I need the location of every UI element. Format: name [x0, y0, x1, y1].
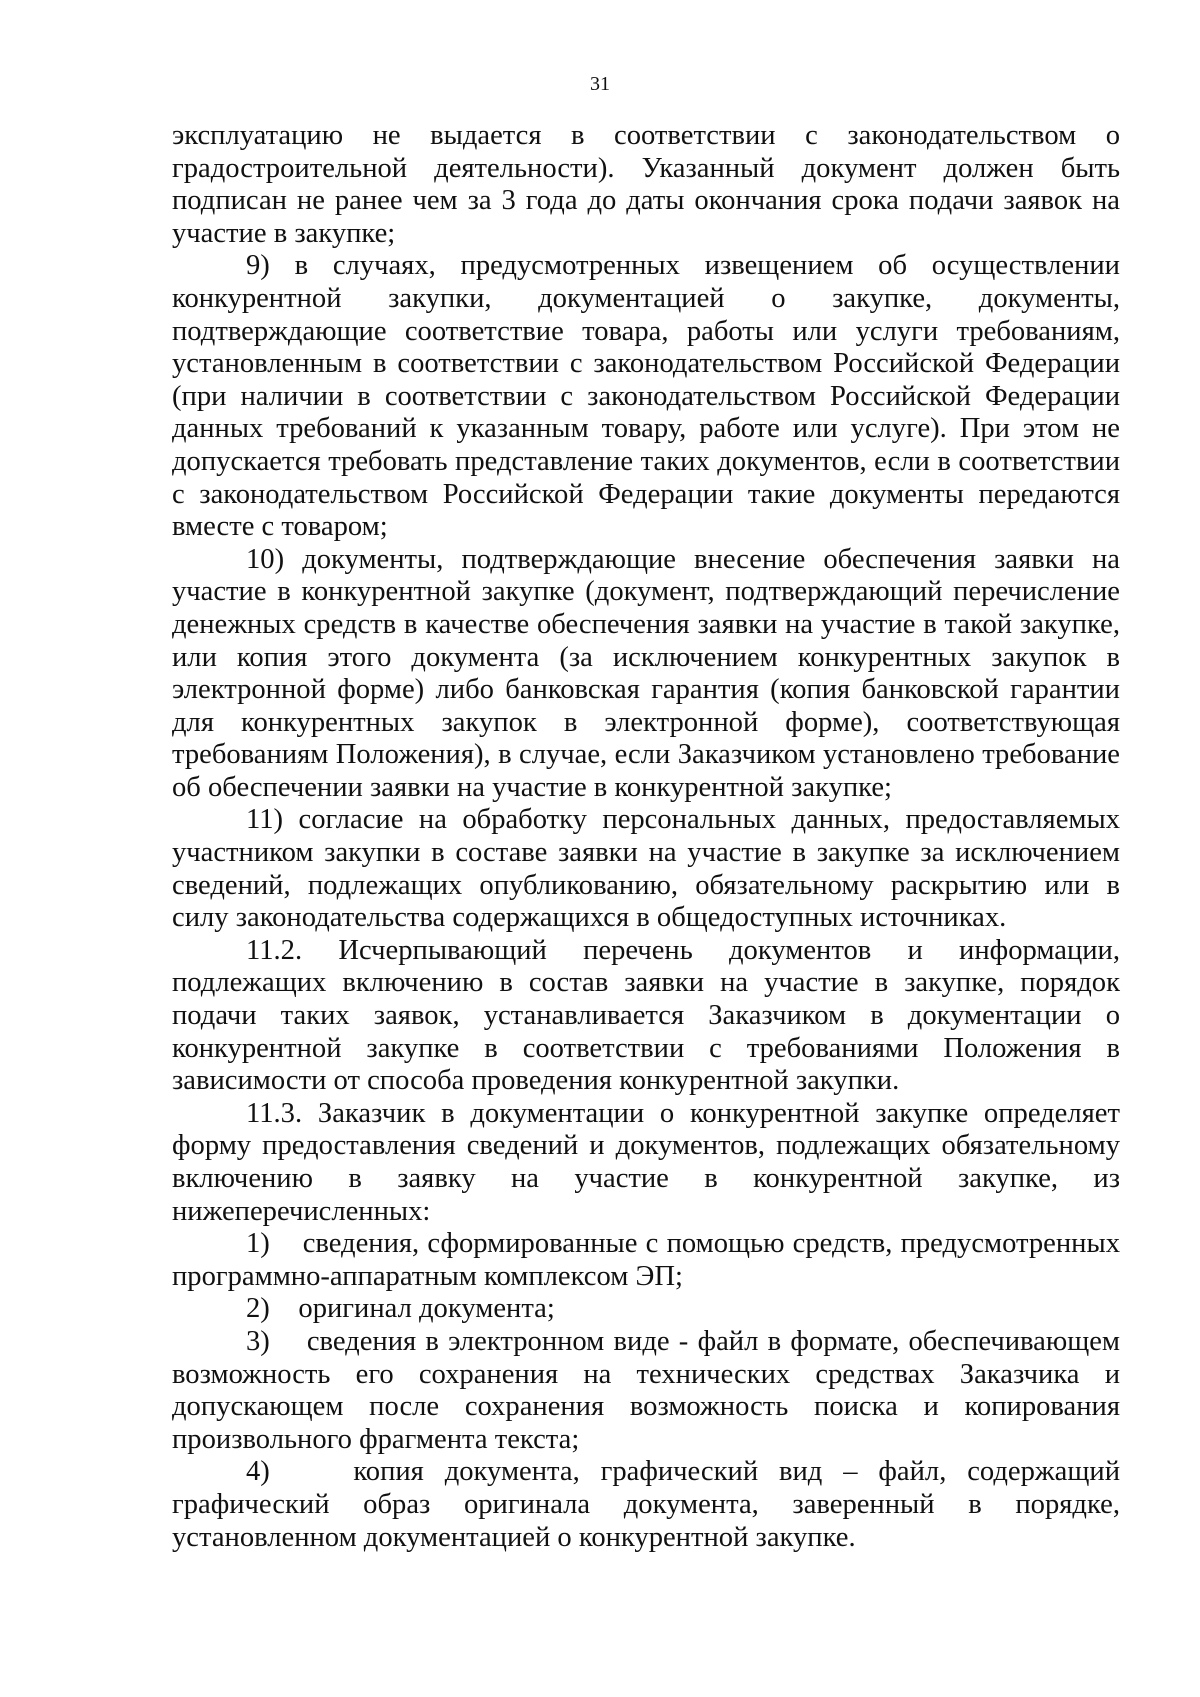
paragraph-cont-8: эксплуатацию не выдается в соответствии с законодательством о градостроительной деятельности). Указанный документ должен быть подписан не ранее чем за 3 года до даты окончания срока подачи заявок на участие в закупке;	[172, 120, 1120, 249]
paragraph-item-11: 11) согласие на обработку персональных данных, предоставляемых участником закупки в составе заявки на участие в закупке за исключением сведений, подлежащих опубликованию, обязательному раскрытию или в силу законодательства содержащихся в общедоступных источниках.	[172, 804, 1120, 934]
document-body	[172, 120, 1120, 1554]
paragraph-item-10: 10) документы, подтверждающие внесение обеспечения заявки на участие в конкурентной закупке (документ, подтверждающий перечисление денежных средств в качестве обеспечения заявки на участие в такой закупке, или копия этого документа (за исключением конкурентных закупок в электронной форме) либо банковская гарантия (копия банковской гарантии для конкурентных закупок в электронной форме), соответствующая требованиям Положения), в случае, если Заказчиком установлено требование об обеспечении заявки на участие в конкурентной закупке;	[172, 543, 1120, 803]
paragraph-form-2: 2) оригинал документа;	[246, 1293, 555, 1325]
paragraph-clause-11-3: 11.3. Заказчик в документации о конкурентной закупке определяет форму предоставления сведений и документов, подлежащих обязательному включению в заявку на участие в конкурентной закупке, из нижеперечисленных:	[172, 1097, 1120, 1227]
paragraph-clause-11-2: 11.2. Исчерпывающий перечень документов и информации, подлежащих включению в состав заявки на участие в закупке, порядок подачи таких заявок, устанавливается Заказчиком в документации о конкурентной закупке в соответствии с требованиями Положения в зависимости от способа проведения конкурентной закупки.	[172, 934, 1120, 1097]
paragraph-form-3: 3) сведения в электронном виде - файл в формате, обеспечивающем возможность его сохранения на технических средствах Заказчика и допускающем после сохранения возможность поиска и копирования произвольного фрагмента текста;	[172, 1325, 1120, 1455]
paragraph-form-1: 1) сведения, сформированные с помощью средств, предусмотренных программно-аппаратным комплексом ЭП;	[172, 1228, 1120, 1292]
paragraph-item-9: 9) в случаях, предусмотренных извещением об осуществлении конкурентной закупки, документацией о закупке, документы, подтверждающие соответствие товара, работы или услуги требованиям, установленным в соответствии с законодательством Российской Федерации (при наличии в соответствии с законодательством Российской Федерации данных требований к указанным товару, работе или услуге). При этом не допускается требовать представление таких документов, если в соответствии с законодательством Российской Федерации такие документы передаются вместе с товаром;	[172, 250, 1120, 543]
paragraph-form-4: 4) копия документа, графический вид – файл, содержащий графический образ оригинала документа, заверенный в порядке, установленном документацией о конкурентной закупке.	[172, 1456, 1120, 1553]
page-number: 31	[590, 73, 610, 95]
